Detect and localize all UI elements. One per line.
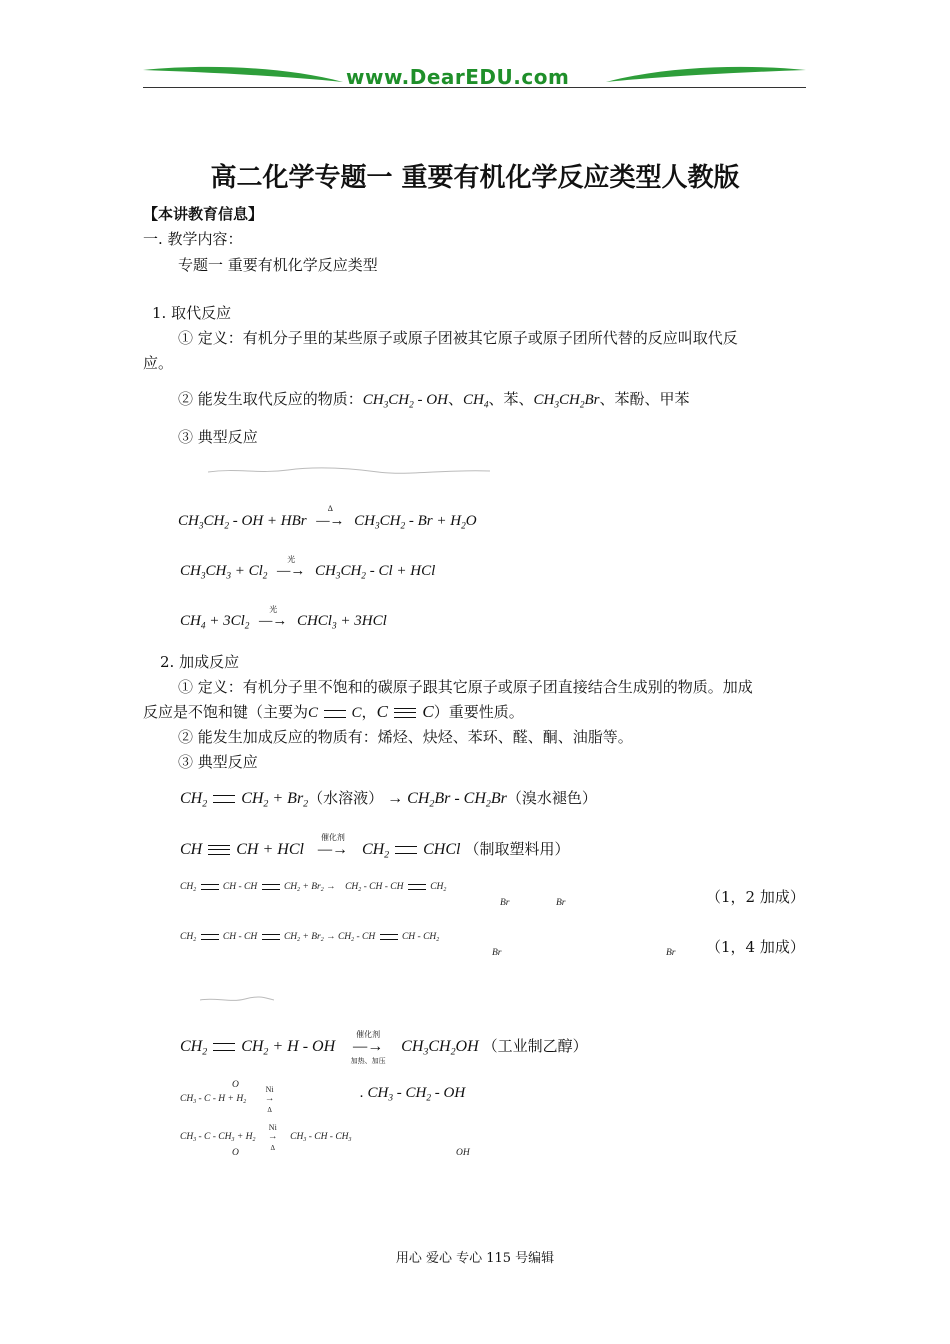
note-12-addition: （1，2 加成）	[706, 888, 805, 906]
heat-condition: Δ	[270, 1144, 276, 1152]
section-header: 【本讲教育信息】	[143, 205, 264, 223]
header-leaf-left	[143, 62, 343, 86]
reaction-acetylene-hcl: CH CH + HCl —→ 催化剂 $CH_2$ CHCl （制取塑料用）	[180, 833, 570, 861]
note-water: （水溶液）	[308, 791, 384, 807]
br-substituent: Br	[500, 898, 510, 908]
catalyst-label: 催化剂	[320, 833, 345, 842]
note-decolor: （溴水褪色）	[506, 791, 597, 807]
light-condition: 光	[287, 555, 296, 564]
substitution-typical: ③ 典型反应	[178, 428, 258, 446]
reaction-methane-cl2: $CH_4 + 3Cl_2$ —→ 光 CHCl$_3$ + 3HCl	[180, 605, 387, 632]
br-substituent: Br	[556, 898, 566, 908]
ethanol-product: . $CH_3 - CH_2$ - OH	[360, 1085, 466, 1104]
comma: ，	[361, 703, 377, 721]
carbonyl-oxygen: O	[232, 1148, 239, 1158]
page-title: 高二化学专题一 重要有机化学反应类型人教版	[210, 163, 740, 193]
addition-definition-line2: 反应是不饱和键（主要为C C，C C）重要性质。	[143, 702, 524, 721]
carbonyl-oxygen: O	[232, 1080, 239, 1090]
note-14-addition: （1，4 加成）	[706, 938, 805, 956]
addition-substances: ② 能发生加成反应的物质有：烯烃、炔烃、苯环、醛、酮、油脂等。	[178, 728, 633, 746]
def-prefix: 反应是不饱和键（主要为	[143, 703, 309, 721]
reaction-acetaldehyde-h2: $CH_3 - C - H + H_2$ → Ni Δ	[180, 1094, 284, 1105]
reaction-butadiene-14: $CH_2$ CH - CH $CH_2 + Br_2 \to CH_2$ - CH CH - $CH_2$	[180, 932, 440, 944]
ni-label: Ni	[268, 1123, 277, 1132]
substances-prefix: ② 能发生取代反应的物质：	[178, 390, 363, 408]
hydroxyl-group: OH	[456, 1148, 470, 1158]
reaction-ethane-cl2: $CH_3CH_3 + Cl_2$ —→ 光 $CH_3CH_2$ - Cl + HCl	[180, 555, 436, 582]
reaction-ethene-water: $CH_2$ $CH_2 + H$ - OH —→ 催化剂 加热、加压 $CH_3CH_2OH$ （工业制乙醇）	[180, 1030, 588, 1065]
faint-scribble	[200, 996, 274, 1004]
addition-heading: 2. 加成反应	[160, 653, 240, 671]
def-suffix: ）重要性质。	[433, 703, 524, 721]
header-leaf-right	[606, 62, 806, 86]
substitution-heading: 1. 取代反应	[152, 304, 232, 322]
reaction-acetone-h2: $CH_3 - C - CH_3 + H_2$ → Ni Δ $CH_3$ - CH - $CH_3$	[180, 1123, 352, 1152]
catalyst-label: 催化剂	[356, 1030, 381, 1039]
heat-condition: Δ	[327, 504, 333, 513]
addition-typical: ③ 典型反应	[178, 753, 258, 771]
substances-tail: 、苯酚、甲苯	[599, 390, 690, 408]
substitution-substances: ② 能发生取代反应的物质：$CH_3CH_2$ - OH、$CH_4$、苯、$CH_3CH_2Br$、苯酚、甲苯	[178, 390, 690, 411]
sep: 、	[447, 390, 463, 408]
site-logo: www.DearEDU.com	[346, 65, 570, 89]
addition-definition-line1: ① 定义：有机分子里不饱和的碳原子跟其它原子或原子团直接结合生成别的物质。加成	[178, 678, 753, 696]
reaction-ethene-br2: $CH_2$ $CH_2 + Br_2$（水溶液） → $CH_2Br - CH_2Br$（溴水褪色）	[180, 790, 597, 810]
heat-pressure-label: 加热、加压	[350, 1057, 386, 1065]
teaching-label: 一. 教学内容：	[143, 230, 243, 248]
teaching-topic: 专题一 重要有机化学反应类型	[178, 256, 378, 274]
faint-scribble	[208, 466, 490, 476]
substitution-definition-line1: ① 定义：有机分子里的某些原子或原子团被其它原子或原子团所代替的反应叫取代反	[178, 329, 738, 347]
note-ethanol: （工业制乙醇）	[482, 1039, 588, 1055]
ni-label: Ni	[265, 1085, 274, 1094]
br-substituent: Br	[492, 948, 502, 958]
page-footer: 用心 爱心 专心 115 号编辑	[395, 1251, 555, 1266]
heat-condition: Δ	[267, 1106, 272, 1114]
reaction-butadiene-12: $CH_2$ CH - CH $CH_2 + Br_2$ → $CH_2$ - CH - CH $CH_2$	[180, 882, 447, 894]
substitution-definition-line2: 应。	[143, 354, 174, 372]
benzene-label: 、苯、	[488, 390, 534, 408]
note-plastic: （制取塑料用）	[464, 842, 570, 858]
light-condition: 光	[269, 605, 278, 614]
br-substituent: Br	[666, 948, 676, 958]
header-rule	[143, 87, 806, 88]
reaction-ethanol-hbr: $CH_3CH_2$ - OH + HBr —→ Δ $CH_3CH_2 - Br + H_2O$	[178, 504, 477, 532]
